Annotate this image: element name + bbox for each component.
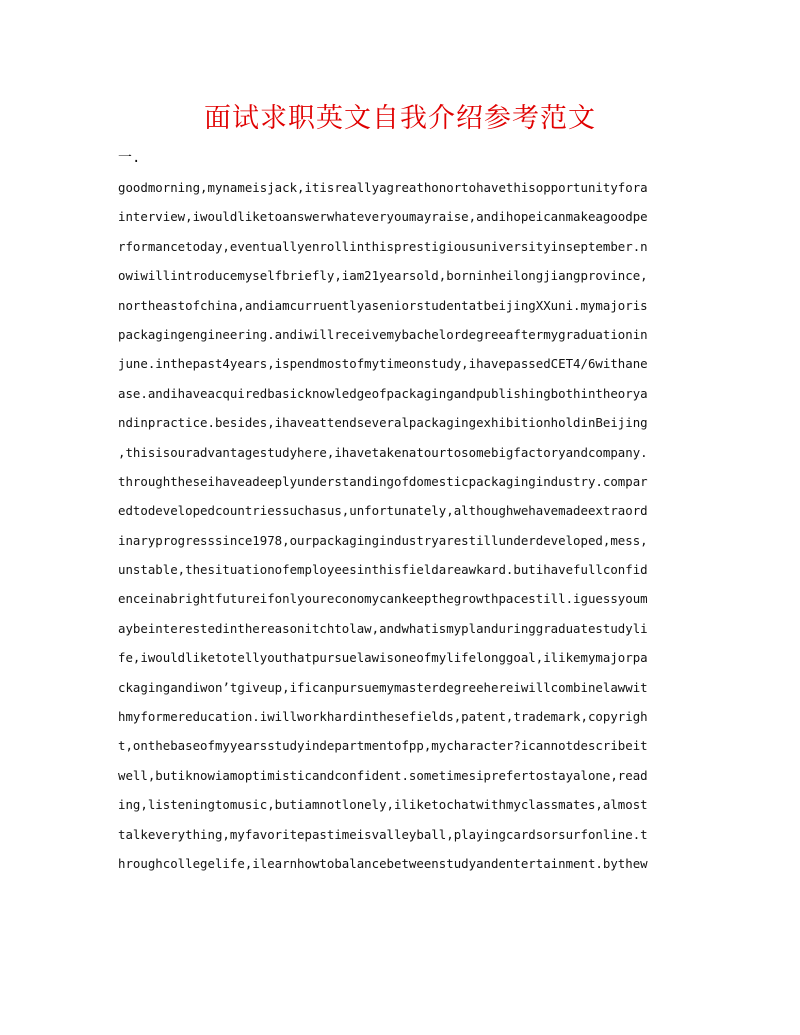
text-line: edtodevelopedcountriessuchasus,unfortunately,althoughwehavemadeextraord [118,503,648,519]
text-line: interview,iwouldliketoanswerwhateveryoumayraise,andihopeicanmakeagoodpe [118,209,648,225]
text-line: ing,listeningtomusic,butiamnotlonely,iliketochatwithmyclassmates,almost [118,797,648,813]
body-text [118,177,684,882]
text-line: fe,iwouldliketotellyouthatpursuelawisoneofmylifelonggoal,ilikemymajorpa [118,650,648,666]
text-line: hroughcollegelife,ilearnhowtobalancebetweenstudyandentertainment.bythew [118,855,648,871]
text-line: northeastofchina,andiamcurruentlyaseniorstudentatbeijingXXuni.mymajoris [118,297,648,313]
text-line: aybeinterestedinthereasonitchtolaw,andwhatismyplanduringgraduatestudyli [118,620,648,636]
text-line: ,thisisouradvantagestudyhere,ihavetakenatourtosomebigfactoryandcompany. [118,444,648,460]
text-line: ckagingandiwon’tgiveup,ificanpursuemymasterdegreehereiwillcombinelawwit [118,679,648,695]
text-line: hmyformereducation.iwillworkhardinthesefields,patent,trademark,copyrigh [118,709,648,725]
text-line: enceinabrightfutureifonlyoureconomycankeepthegrowthpacestill.iguessyoum [118,591,648,607]
text-line: throughtheseihaveadeeplyunderstandingofdomesticpackagingindustry.compar [118,473,648,489]
page-title: 面试求职英文自我介绍参考范文 [204,103,596,134]
text-line: t,onthebaseofmyyearsstudyindepartmentofpp,mycharacter?icannotdescribeit [118,738,648,754]
text-line: inaryprogresssince1978,ourpackagingindustryarestillunderdeveloped,mess, [118,532,648,548]
text-line: owiwillintroducemyselfbriefly,iam21yearsold,borninheilongjiangprovince, [118,268,648,284]
text-line: talkeverything,myfavoritepastimeisvalleyball,playingcardsorsurfonline.t [118,826,648,842]
text-line: unstable,thesituationofemployeesinthisfieldareawkard.butihavefullconfid [118,562,648,578]
text-line: goodmorning,mynameisjack,itisreallyagreathonortohavethisopportunityfora [118,180,648,195]
section-label: 一. [118,150,141,166]
text-line: packagingengineering.andiwillreceivemybachelordegreeaftermygraduationin [118,326,648,342]
text-line: ase.andihaveacquiredbasicknowledgeofpackagingandpublishingbothintheorya [118,385,648,401]
text-line: well,butiknowiamoptimisticandconfident.sometimesiprefertostayalone,read [118,767,648,783]
text-line: ndinpractice.besides,ihaveattendseveralpackagingexhibitionholdinBeijing [118,415,648,431]
text-line: june.inthepast4years,ispendmostofmytimeonstudy,ihavepassedCET4/6withane [118,356,648,372]
text-line: rformancetoday,eventuallyenrollinthisprestigiousuniversityinseptember.n [118,238,648,254]
